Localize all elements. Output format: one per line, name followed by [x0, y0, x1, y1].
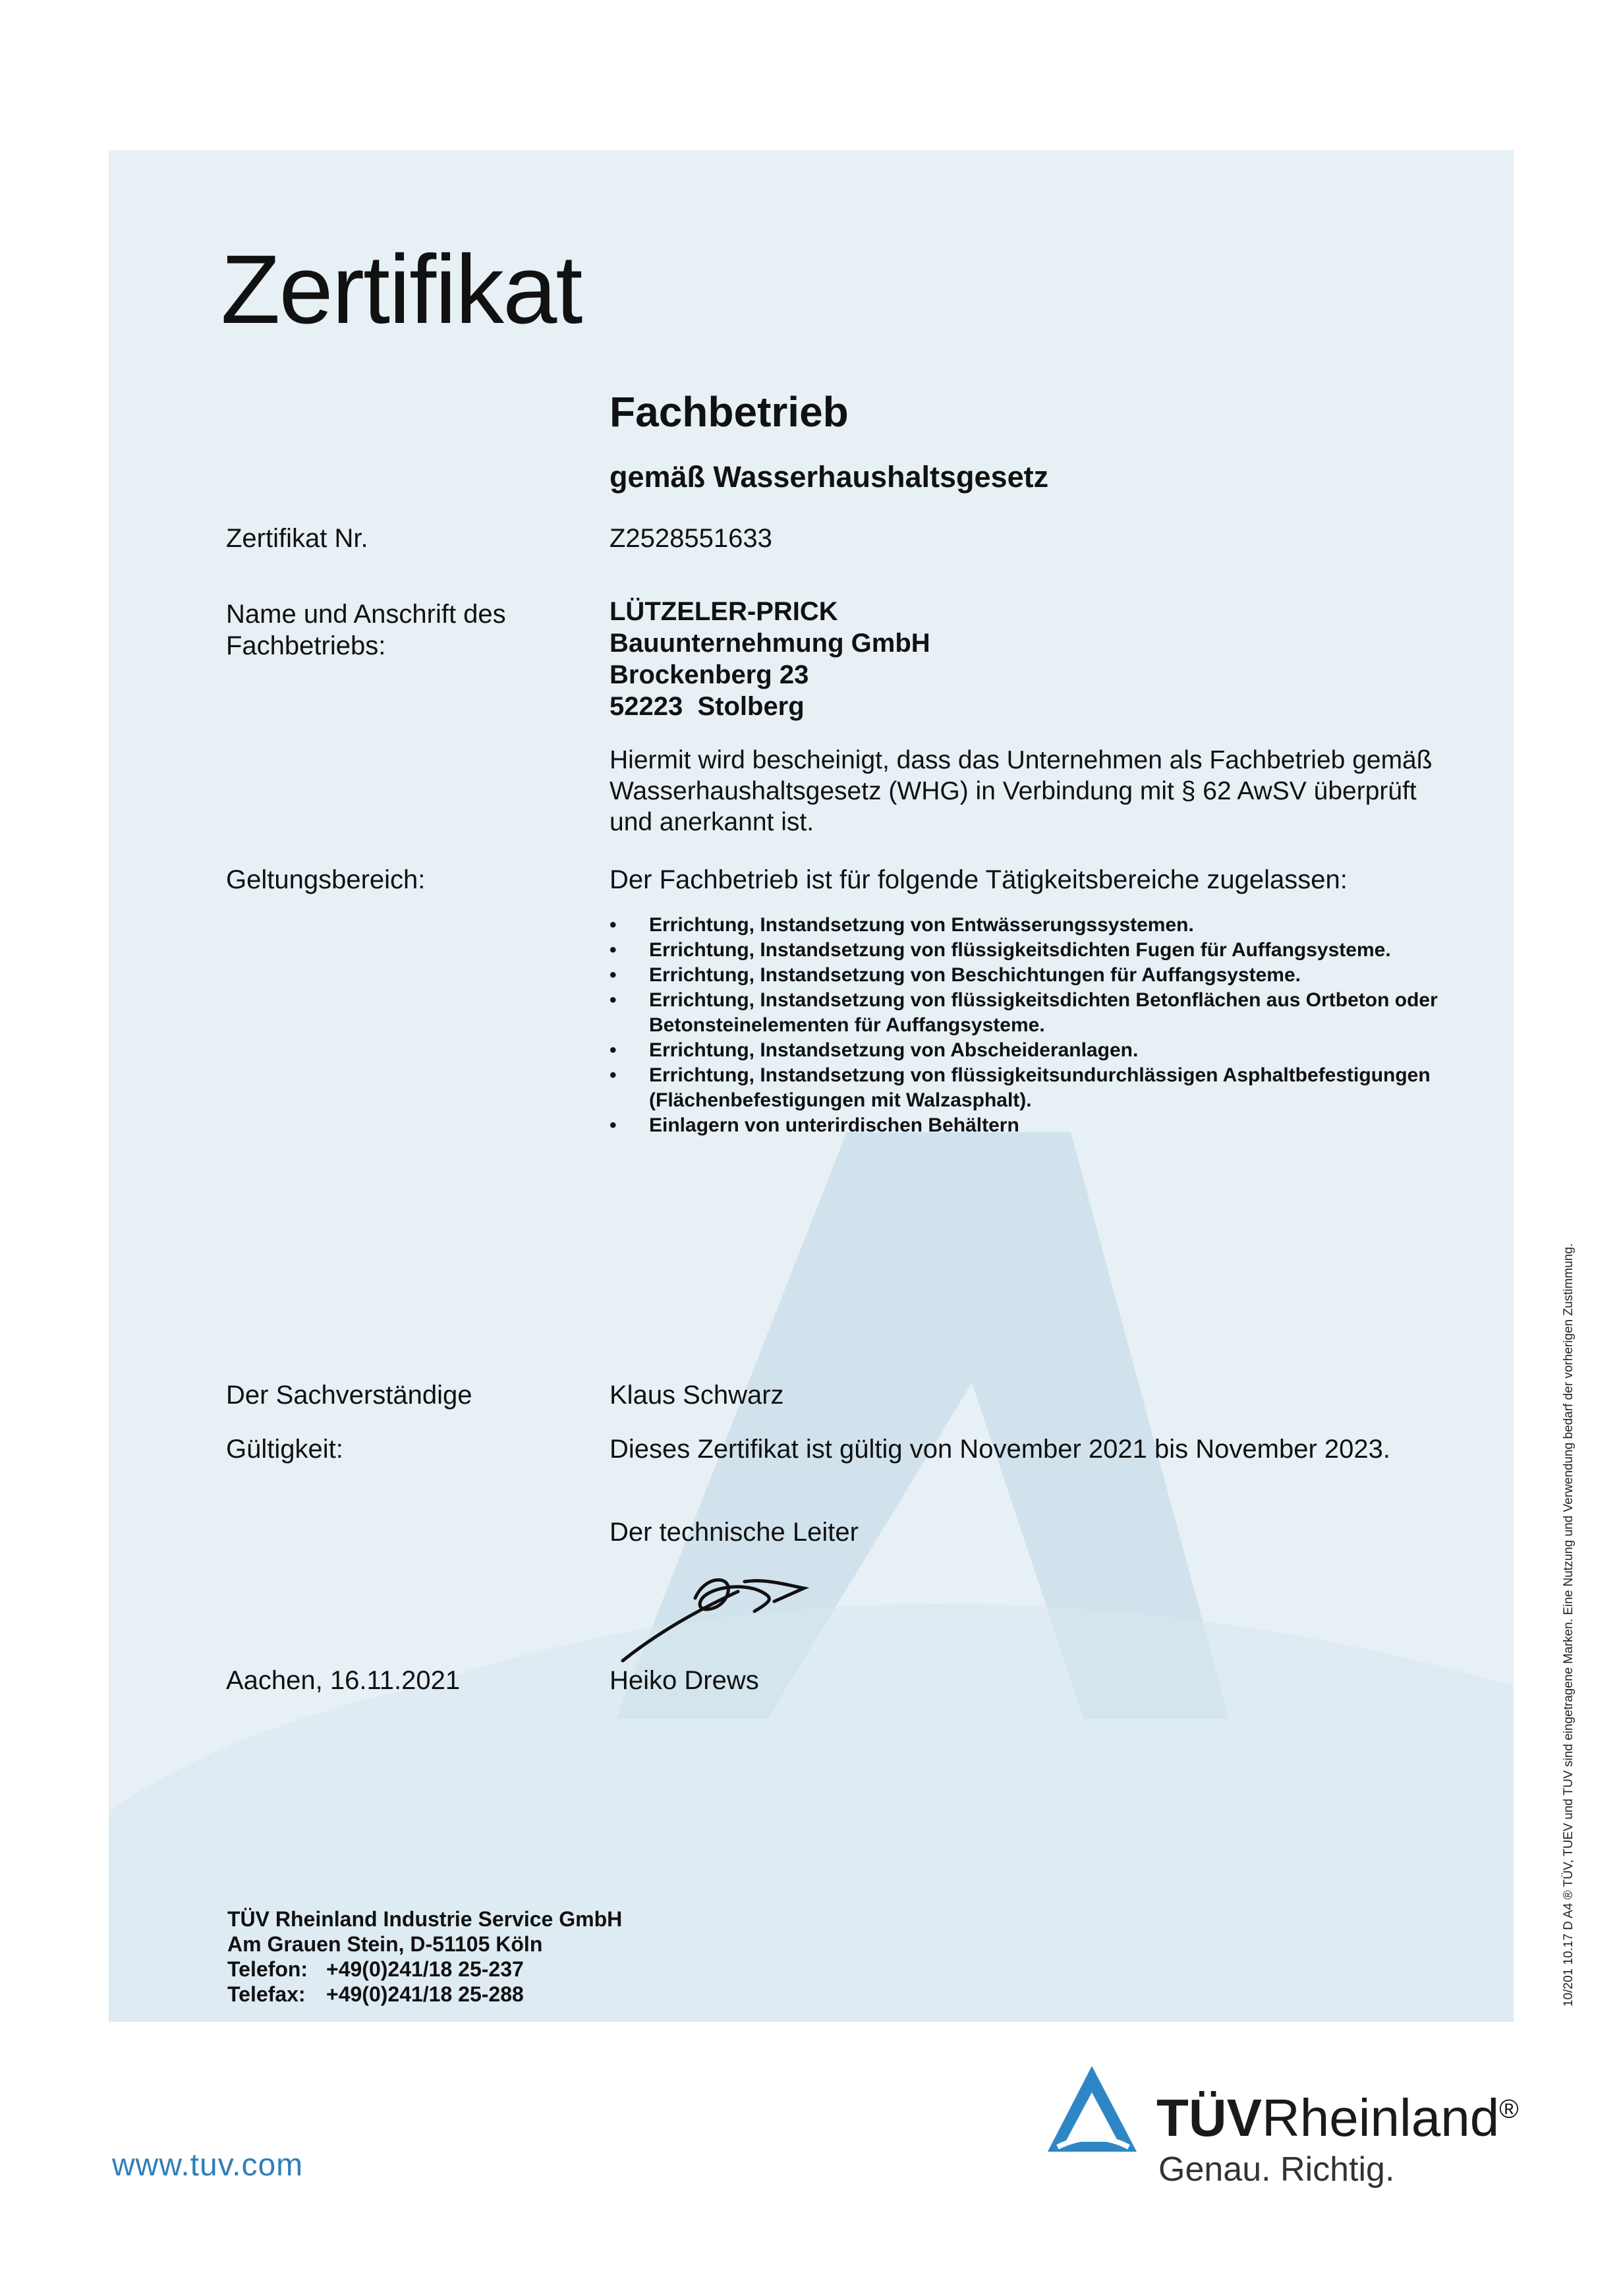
company-label-line-1: Name und Anschrift des [226, 600, 506, 629]
heading-fachbetrieb: Fachbetrieb [610, 388, 849, 436]
validity-text: Dieses Zertifikat ist gültig von November 2021 bis November 2023. [610, 1435, 1390, 1464]
company-label-line-2: Fachbetriebs: [226, 631, 386, 660]
scope-item-text: Errichtung, Instandsetzung von Beschichtungen für Auffangsysteme. [649, 964, 1301, 986]
place-date: Aachen, 16.11.2021 [226, 1666, 461, 1695]
subheading-law: gemäß Wasserhaushaltsgesetz [610, 460, 1049, 494]
bullet-icon: • [610, 964, 617, 986]
scope-list [610, 913, 1486, 1138]
tech-lead-label: Der technische Leiter [610, 1518, 859, 1547]
phone-number: +49(0)241/18 25-237 [326, 1957, 524, 1981]
bullet-icon: • [610, 989, 617, 1011]
registered-mark: ® [1499, 2094, 1519, 2124]
scope-item-text: Errichtung, Instandsetzung von Entwässerungssystemen. [649, 914, 1194, 936]
scope-intro: Der Fachbetrieb ist für folgende Tätigkeitsbereiche zugelassen: [610, 865, 1348, 894]
list-item [610, 938, 1486, 963]
issuer-address [227, 1907, 622, 2007]
fax-label: Telefax: [227, 1982, 306, 2006]
brand-slogan: Genau. Richtig. [1158, 2150, 1395, 2189]
company-city: 52223 Stolberg [610, 692, 805, 721]
list-item [610, 1038, 1486, 1063]
issuer-phone-row [227, 1957, 622, 1982]
bullet-icon: • [610, 939, 617, 961]
scope-item-text: Einlagern von unterirdischen Behältern [649, 1114, 1019, 1136]
certification-statement: Hiermit wird bescheinigt, dass das Unternehmen als Fachbetrieb gemäß Wasserhaushaltsgesetz (WHG) in Verbindung mit § 62 AwSV überprüft und anerkannt ist. [610, 746, 1433, 836]
list-item [610, 963, 1486, 988]
company-street: Brockenberg 23 [610, 660, 809, 689]
tech-lead-name: Heiko Drews [610, 1666, 759, 1695]
issuer-name: TÜV Rheinland Industrie Service GmbH [227, 1907, 623, 1931]
scope-item-text: Errichtung, Instandsetzung von flüssigkeitsdichten Fugen für Auffangsysteme. [649, 939, 1391, 961]
cert-number: Z2528551633 [610, 524, 772, 553]
scope-item-text: Errichtung, Instandsetzung von Abscheideranlagen. [649, 1039, 1139, 1061]
brand-part-tuv: TÜV [1156, 2088, 1262, 2147]
validity-label: Gültigkeit: [226, 1435, 343, 1464]
list-item [610, 988, 1486, 1038]
bullet-icon: • [610, 1039, 617, 1061]
company-name: LÜTZELER-PRICK [610, 597, 838, 626]
company-type: Bauunternehmung GmbH [610, 629, 930, 658]
bullet-icon: • [610, 914, 617, 936]
company-address [610, 596, 930, 722]
signature-icon [616, 1562, 827, 1667]
issuer-street: Am Grauen Stein, D-51105 Köln [227, 1932, 543, 1956]
cert-number-label: Zertifikat Nr. [226, 524, 368, 553]
list-item [610, 1113, 1486, 1138]
expert-name: Klaus Schwarz [610, 1381, 784, 1410]
company-label [226, 598, 506, 662]
expert-label: Der Sachverständige [226, 1381, 472, 1410]
brand-name [1156, 2088, 1519, 2148]
fax-number: +49(0)241/18 25-288 [326, 1982, 524, 2006]
list-item [610, 1063, 1486, 1113]
scope-item-text: Errichtung, Instandsetzung von flüssigkeitsundurchlässigen Asphaltbefestigungen (Flächenbefestigungen mit Walzasphalt). [649, 1064, 1431, 1111]
bullet-icon: • [610, 1114, 617, 1136]
phone-label: Telefon: [227, 1957, 308, 1981]
bullet-icon: • [610, 1064, 617, 1086]
tuv-logo-icon [1044, 2063, 1140, 2155]
scope-label: Geltungsbereich: [226, 865, 426, 894]
list-item [610, 913, 1486, 938]
trademark-note: 10/201 10.17 D A4 ® TÜV, TUEV und TUV sind eingetragene Marken. Eine Nutzung und Verwendung bedarf der vorherigen Zustimmung. [1562, 1243, 1576, 2007]
certificate-title: Zertifikat [221, 235, 582, 344]
scope-item-text: Errichtung, Instandsetzung von flüssigkeitsdichten Betonflächen aus Ortbeton oder Betonsteinelementen für Auffangsysteme. [649, 989, 1438, 1036]
website-link[interactable]: www.tuv.com [112, 2148, 304, 2183]
brand-part-rheinland: Rheinland [1262, 2088, 1500, 2147]
issuer-fax-row [227, 1982, 622, 2007]
